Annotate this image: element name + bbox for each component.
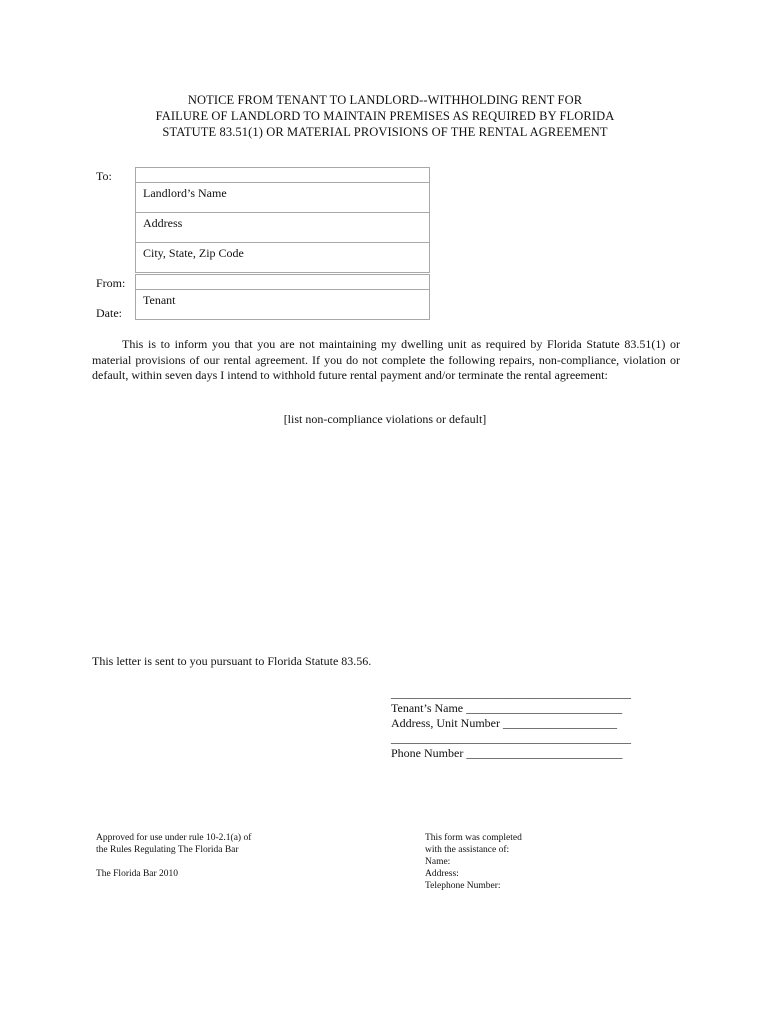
footer-assistance	[425, 832, 522, 892]
signature-block	[391, 686, 631, 761]
to-field[interactable]	[135, 167, 430, 183]
footer-left-line-1: Approved for use under rule 10-2.1(a) of	[96, 833, 252, 843]
from-label: From:	[96, 276, 126, 290]
city-state-zip-field[interactable]	[135, 242, 430, 273]
tenant-field[interactable]	[135, 289, 430, 320]
address-label: Address	[143, 216, 183, 230]
tenant-label: Tenant	[143, 293, 176, 307]
footer-left-line-4: The Florida Bar 2010	[96, 869, 179, 879]
address-unit-line[interactable]: Address, Unit Number ___________________	[391, 716, 617, 730]
footer-right-name: Name:	[425, 857, 451, 867]
footer-left-line-2: the Rules Regulating The Florida Bar	[96, 845, 239, 855]
tenant-name-line[interactable]: Tenant’s Name __________________________	[391, 701, 623, 715]
landlord-name-field[interactable]	[135, 182, 430, 213]
footer-right-telephone: Telephone Number:	[425, 881, 501, 891]
footer-right-address: Address:	[425, 869, 459, 879]
footer-left-spacer	[96, 856, 251, 868]
title-line-3: STATUTE 83.51(1) OR MATERIAL PROVISIONS OF THE RENTAL AGREEMENT	[162, 125, 608, 139]
to-label: To:	[96, 169, 112, 183]
address-field[interactable]	[135, 212, 430, 243]
city-state-zip-label: City, State, Zip Code	[143, 246, 244, 260]
date-label: Date:	[96, 306, 122, 320]
statute-line: This letter is sent to you pursuant to Florida Statute 83.56.	[92, 654, 372, 668]
footer-approval	[96, 832, 251, 880]
notice-paragraph: This is to inform you that you are not maintaining my dwelling unit as required by Florida Statute 83.51(1) or material provisions of our rental agreement. If you do not complete the following repairs, non-compliance, violation or default, within seven days I intend to withhold future rental payment and/or terminate the rental agreement:	[92, 337, 680, 382]
document-title	[0, 92, 770, 140]
blank-line[interactable]: ________________________________________	[391, 731, 631, 745]
phone-number-line[interactable]: Phone Number __________________________	[391, 746, 623, 760]
footer-right-line-2: with the assistance of:	[425, 845, 510, 855]
title-line-2: FAILURE OF LANDLORD TO MAINTAIN PREMISES AS REQUIRED BY FLORIDA	[155, 109, 615, 123]
from-field[interactable]	[135, 274, 430, 290]
violations-placeholder: [list non-compliance violations or default]	[283, 412, 487, 426]
landlord-name-label: Landlord’s Name	[143, 186, 227, 200]
signature-line[interactable]: ________________________________________	[391, 686, 631, 700]
title-line-1: NOTICE FROM TENANT TO LANDLORD--WITHHOLDING RENT FOR	[187, 93, 583, 107]
footer-right-line-1: This form was completed	[425, 833, 522, 843]
